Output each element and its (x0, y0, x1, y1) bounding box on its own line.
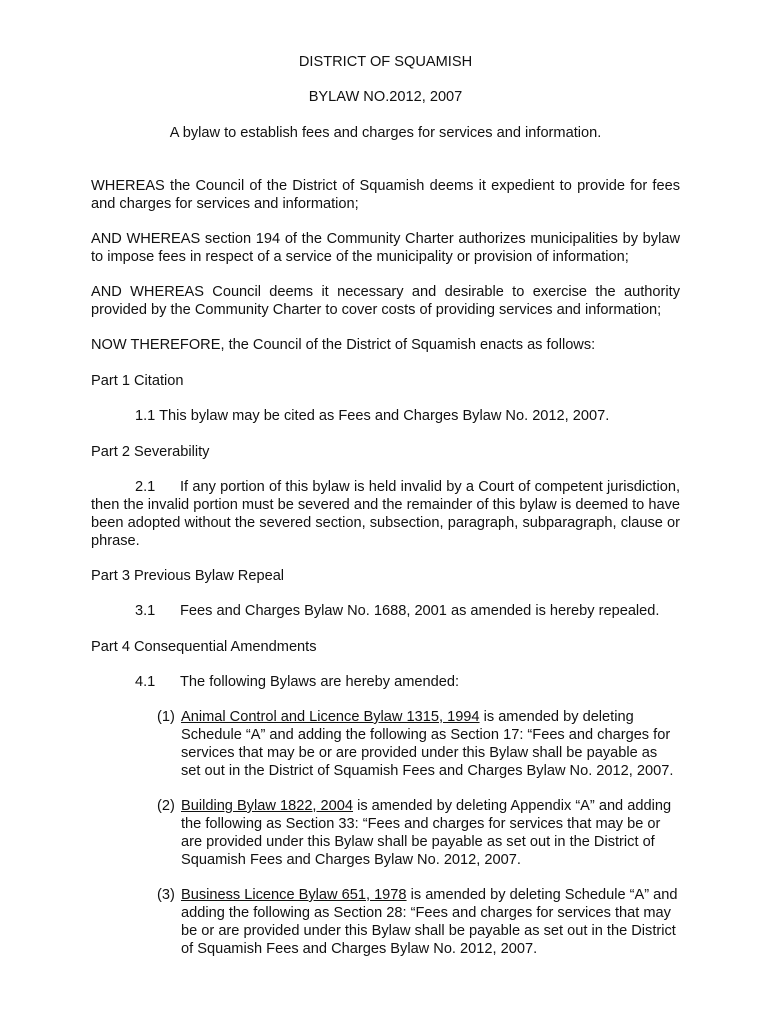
building-bylaw-link[interactable]: Building Bylaw 1822, 2004 (181, 798, 354, 814)
amendment-item-3-text: is amended by deleting Schedule “A” and adding the following as Section 28: “Fees and charges for services that may be or are provided under this Bylaw shall be payable as set out in the District of Squamish Fees and Charges Bylaw No. 2012, 2007. (181, 887, 678, 957)
section-2-1-number: 2.1 (135, 479, 156, 495)
part4-heading: Part 4 Consequential Amendments (91, 639, 317, 655)
bylaw-subtitle: A bylaw to establish fees and charges for services and information. (169, 125, 602, 141)
amendment-item-2-label: (2) (157, 798, 175, 814)
enacting-clause: NOW THEREFORE, the Council of the District of Squamish enacts as follows: (91, 337, 596, 353)
amendment-item-2 (157, 797, 680, 869)
section-1-1: 1.1 This bylaw may be cited as Fees and Charges Bylaw No. 2012, 2007. (135, 408, 610, 424)
section-2-1-text: If any portion of this bylaw is held invalid by a Court of competent jurisdiction, then the invalid portion must be severed and the remainder of this bylaw is deemed to have been adopted without the severed section, subsection, paragraph, subparagraph, clause or phrase. (91, 479, 680, 549)
business-licence-bylaw-link[interactable]: Business Licence Bylaw 651, 1978 (181, 887, 407, 903)
section-4-1-text: The following Bylaws are hereby amended: (180, 674, 460, 690)
whereas-clause-1: WHEREAS the Council of the District of Squamish deems it expedient to provide for fees and charges for services and information; (91, 178, 680, 212)
amendment-item-2-text: is amended by deleting Appendix “A” and adding the following as Section 33: “Fees and charges for services that may be or are provided under this Bylaw shall be payable as set out in the District of Squamish Fees and Charges Bylaw No. 2012, 2007. (181, 798, 672, 868)
animal-control-bylaw-link[interactable]: Animal Control and Licence Bylaw 1315, 1994 (181, 709, 480, 725)
part2-heading: Part 2 Severability (91, 444, 210, 460)
section-2-1 (91, 478, 680, 550)
amendment-item-1 (157, 708, 680, 780)
amendment-item-3-label: (3) (157, 887, 175, 903)
section-3-1-text: Fees and Charges Bylaw No. 1688, 2001 as amended is hereby repealed. (180, 603, 660, 619)
section-3-1 (91, 602, 680, 620)
document-title: DISTRICT OF SQUAMISH (298, 54, 473, 70)
section-4-1-number: 4.1 (135, 674, 156, 690)
whereas-clause-2: AND WHEREAS section 194 of the Community Charter authorizes municipalities by bylaw to impose fees in respect of a service of the municipality or provision of information; (91, 231, 680, 265)
amendment-item-1-label: (1) (157, 709, 175, 725)
amendment-item-3 (157, 886, 680, 958)
section-3-1-number: 3.1 (135, 603, 156, 619)
whereas-clause-3: AND WHEREAS Council deems it necessary and desirable to exercise the authority provided by the Community Charter to cover costs of providing services and information; (91, 284, 680, 318)
part3-heading: Part 3 Previous Bylaw Repeal (91, 568, 285, 584)
bylaw-number: BYLAW NO.2012, 2007 (308, 89, 463, 105)
section-4-1 (91, 673, 680, 691)
part1-heading: Part 1 Citation (91, 373, 184, 389)
amendment-item-1-text: is amended by deleting Schedule “A” and adding the following as Section 17: “Fees and charges for services that may be or are provided under this Bylaw shall be payable as set out in the District of Squamish Fees and Charges Bylaw No. 2012, 2007. (181, 709, 674, 779)
